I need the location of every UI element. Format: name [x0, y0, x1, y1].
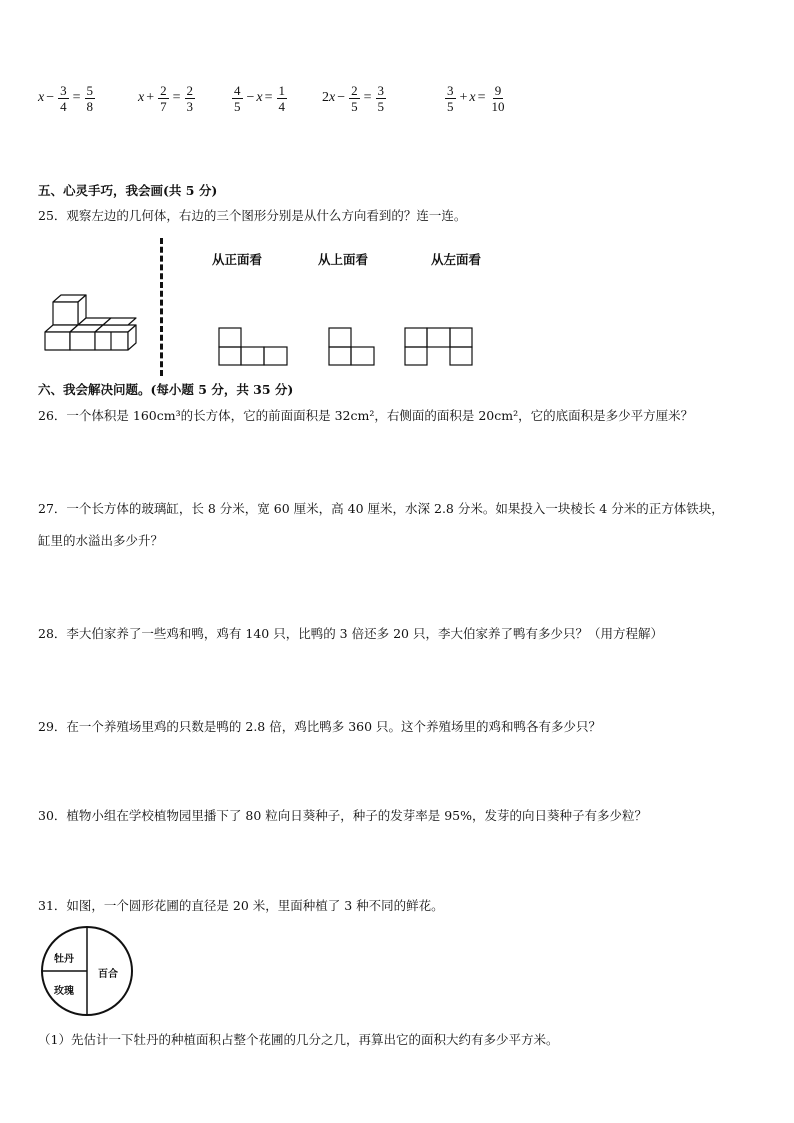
view-title-left: 从左面看 [431, 252, 482, 267]
fraction-numerator: 2 [160, 82, 167, 98]
fraction-denominator: 10 [491, 98, 505, 114]
question-31: 31．如图，一个圆形花圃的直径是 20 米，里面种植了 3 种不同的鲜花。 [38, 898, 444, 913]
variable: x [38, 90, 45, 105]
equation-5 [443, 78, 509, 118]
view-shape-c [404, 327, 476, 367]
fraction [445, 83, 456, 114]
fraction [376, 83, 387, 114]
section-6-heading: 六、我会解决问题。(每小题 5 分，共 35 分) [38, 382, 294, 397]
cube-solid-figure [38, 292, 142, 352]
equation-1 [38, 78, 97, 118]
fraction-numerator: 2 [351, 82, 358, 98]
fraction-denominator: 4 [60, 98, 67, 114]
operator: = [72, 90, 81, 105]
fraction [277, 83, 288, 114]
fraction-numerator: 1 [278, 82, 286, 98]
flower-bed-diagram [40, 925, 136, 1017]
fraction-denominator: 8 [86, 98, 94, 114]
variable: x [138, 90, 145, 105]
fraction [158, 83, 169, 114]
variable: x [256, 90, 263, 105]
question-26: 26．一个体积是 160cm³的长方体，它的前面面积是 32cm²，右侧面的面积是 20cm²，它的底面积是多少平方厘米？ [38, 408, 694, 423]
operator: + [459, 90, 468, 105]
flower-bed-circle [40, 925, 136, 1017]
fraction-numerator: 3 [60, 82, 67, 98]
fraction-numerator: 9 [494, 82, 502, 98]
fraction-denominator: 5 [377, 98, 385, 114]
fraction-denominator: 3 [186, 98, 194, 114]
fraction [349, 83, 360, 114]
question-27-line-2: 缸里的水溢出多少升？ [38, 533, 164, 548]
label-lily: 百合 [98, 969, 118, 980]
operator: − [246, 90, 255, 105]
fraction [185, 83, 196, 114]
equation-3 [230, 78, 289, 118]
fraction-denominator: 4 [278, 98, 286, 114]
section-5-heading: 五、心灵手巧，我会画(共 5 分) [38, 183, 218, 198]
fraction-numerator: 4 [234, 82, 241, 98]
question-28: 28．李大伯家养了一些鸡和鸭，鸡有 140 只，比鸭的 3 倍还多 20 只，李大伯家养了鸭有多少只？（用方程解） [38, 626, 663, 641]
view-shape-a [218, 327, 290, 367]
operator: − [46, 90, 55, 105]
variable: x [469, 90, 476, 105]
fraction-numerator: 3 [377, 82, 385, 98]
question-30: 30．植物小组在学校植物园里播下了 80 粒向日葵种子，种子的发芽率是 95%，发芽的向日葵种子有多少粒？ [38, 808, 648, 823]
view-title-front: 从正面看 [212, 252, 263, 267]
variable: x [329, 90, 336, 105]
operator: = [264, 90, 273, 105]
fraction-denominator: 7 [160, 98, 167, 114]
view-title-top: 从上面看 [318, 252, 369, 267]
operator: = [172, 90, 181, 105]
question-29: 29．在一个养殖场里鸡的只数是鸭的 2.8 倍，鸡比鸭多 360 只。这个养殖场里的鸡和鸭各有多少只？ [38, 719, 602, 734]
equation-2 [138, 78, 197, 118]
operator: = [363, 90, 372, 105]
fraction [58, 83, 69, 114]
fraction-numerator: 3 [447, 82, 454, 98]
fraction-denominator: 5 [234, 98, 241, 114]
fraction-denominator: 5 [447, 98, 454, 114]
operator: + [146, 90, 155, 105]
view-shape-b [328, 327, 378, 367]
fraction [85, 83, 96, 114]
question-25: 25．观察左边的几何体，右边的三个图形分别是从什么方向看到的？连一连。 [38, 208, 467, 223]
fraction-denominator: 5 [351, 98, 358, 114]
question-31-part-1: （1）先估计一下牡丹的种植面积占整个花圃的几分之几，再算出它的面积大约有多少平方米。 [38, 1032, 559, 1047]
operator: = [477, 90, 486, 105]
fraction [490, 83, 507, 114]
fraction-numerator: 2 [186, 82, 194, 98]
operator: − [337, 90, 346, 105]
label-rose: 玫瑰 [54, 986, 74, 997]
fraction-numerator: 5 [86, 82, 94, 98]
dashed-divider [160, 238, 163, 376]
label-peony: 牡丹 [54, 954, 74, 965]
fraction [232, 83, 243, 114]
number: 2 [322, 90, 329, 105]
question-27-line-1: 27．一个长方体的玻璃缸，长 8 分米，宽 60 厘米，高 40 厘米，水深 2.8 分米。如果投入一块棱长 4 分米的正方体铁块， [38, 501, 724, 516]
equation-4 [322, 78, 388, 118]
